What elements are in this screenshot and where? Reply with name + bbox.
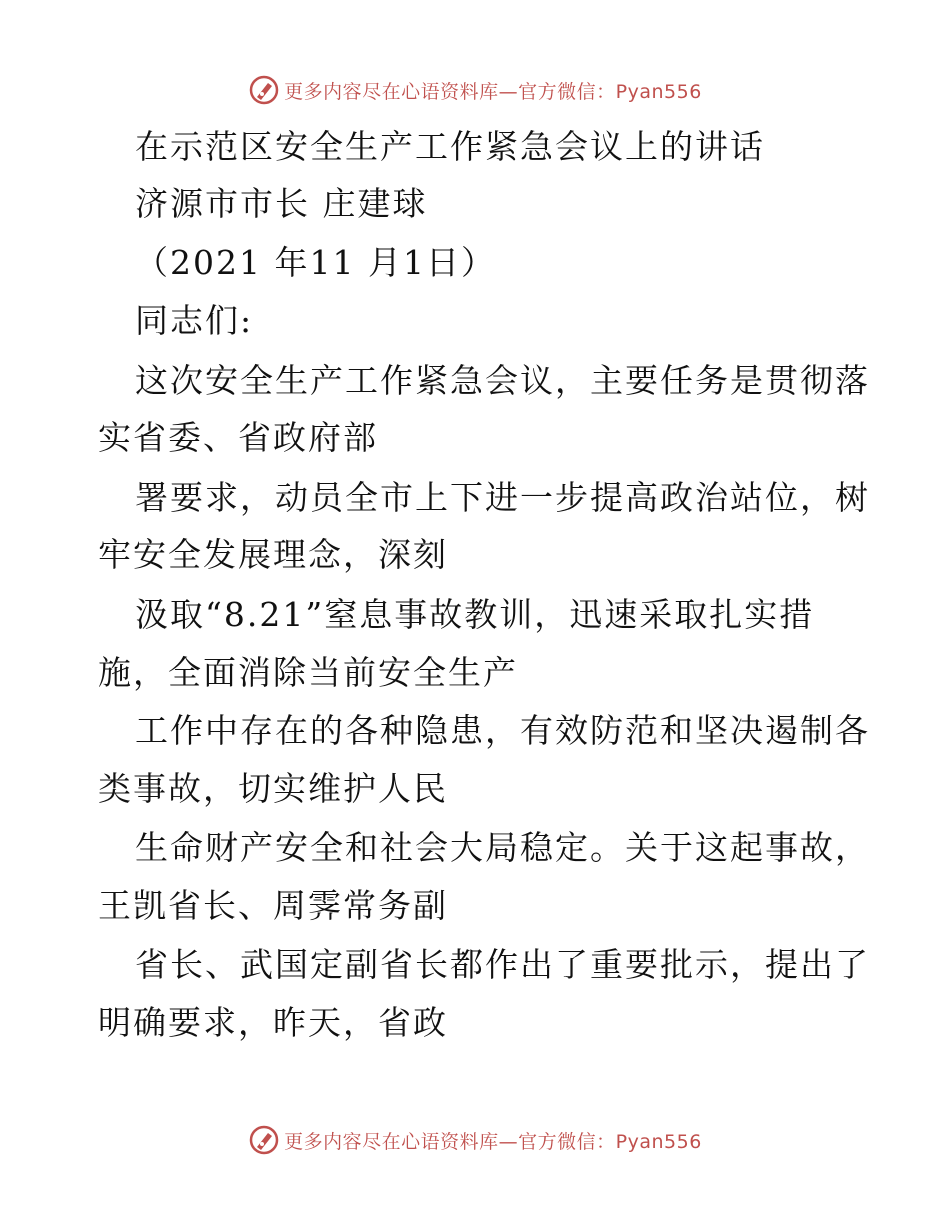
- paragraph-line: 这次安全生产工作紧急会议，主要任务是贯彻落: [135, 361, 870, 400]
- header-banner: [0, 70, 950, 110]
- paragraph-line: 实省委、省政府部: [98, 418, 378, 457]
- paragraph-line: 牢安全发展理念，深刻: [98, 535, 448, 574]
- salutation: 同志们:: [135, 301, 254, 340]
- paragraph-line: 生命财产安全和社会大局稳定。关于这起事故，: [135, 828, 870, 867]
- footer-banner: [0, 1120, 950, 1160]
- paragraph-line: 明确要求，昨天，省政: [98, 1003, 448, 1042]
- pen-nib-logo-icon: [248, 1124, 280, 1156]
- paragraph-line: 类事故，切实维护人民: [98, 769, 448, 808]
- author-line: 济源市市长 庄建球: [135, 184, 428, 223]
- paragraph-line: 省长、武国定副省长都作出了重要批示，提出了: [135, 945, 870, 984]
- pen-nib-logo-icon: [248, 74, 280, 106]
- paragraph-line: 王凯省长、周霁常务副: [98, 886, 448, 925]
- paragraph-line: 署要求，动员全市上下进一步提高政治站位，树: [135, 478, 870, 517]
- banner-text: 更多内容尽在心语资料库—官方微信：Pyan556: [284, 80, 702, 103]
- paragraph-line: 汲取“8.21”窒息事故教训，迅速采取扎实措: [135, 595, 815, 634]
- document-title: 在示范区安全生产工作紧急会议上的讲话: [135, 127, 765, 166]
- banner-text: 更多内容尽在心语资料库—官方微信：Pyan556: [284, 1130, 702, 1153]
- paragraph-line: 工作中存在的各种隐患，有效防范和坚决遏制各: [135, 711, 870, 750]
- date-line: （2021 年11 月1日）: [135, 243, 496, 282]
- paragraph-line: 施，全面消除当前安全生产: [98, 653, 518, 692]
